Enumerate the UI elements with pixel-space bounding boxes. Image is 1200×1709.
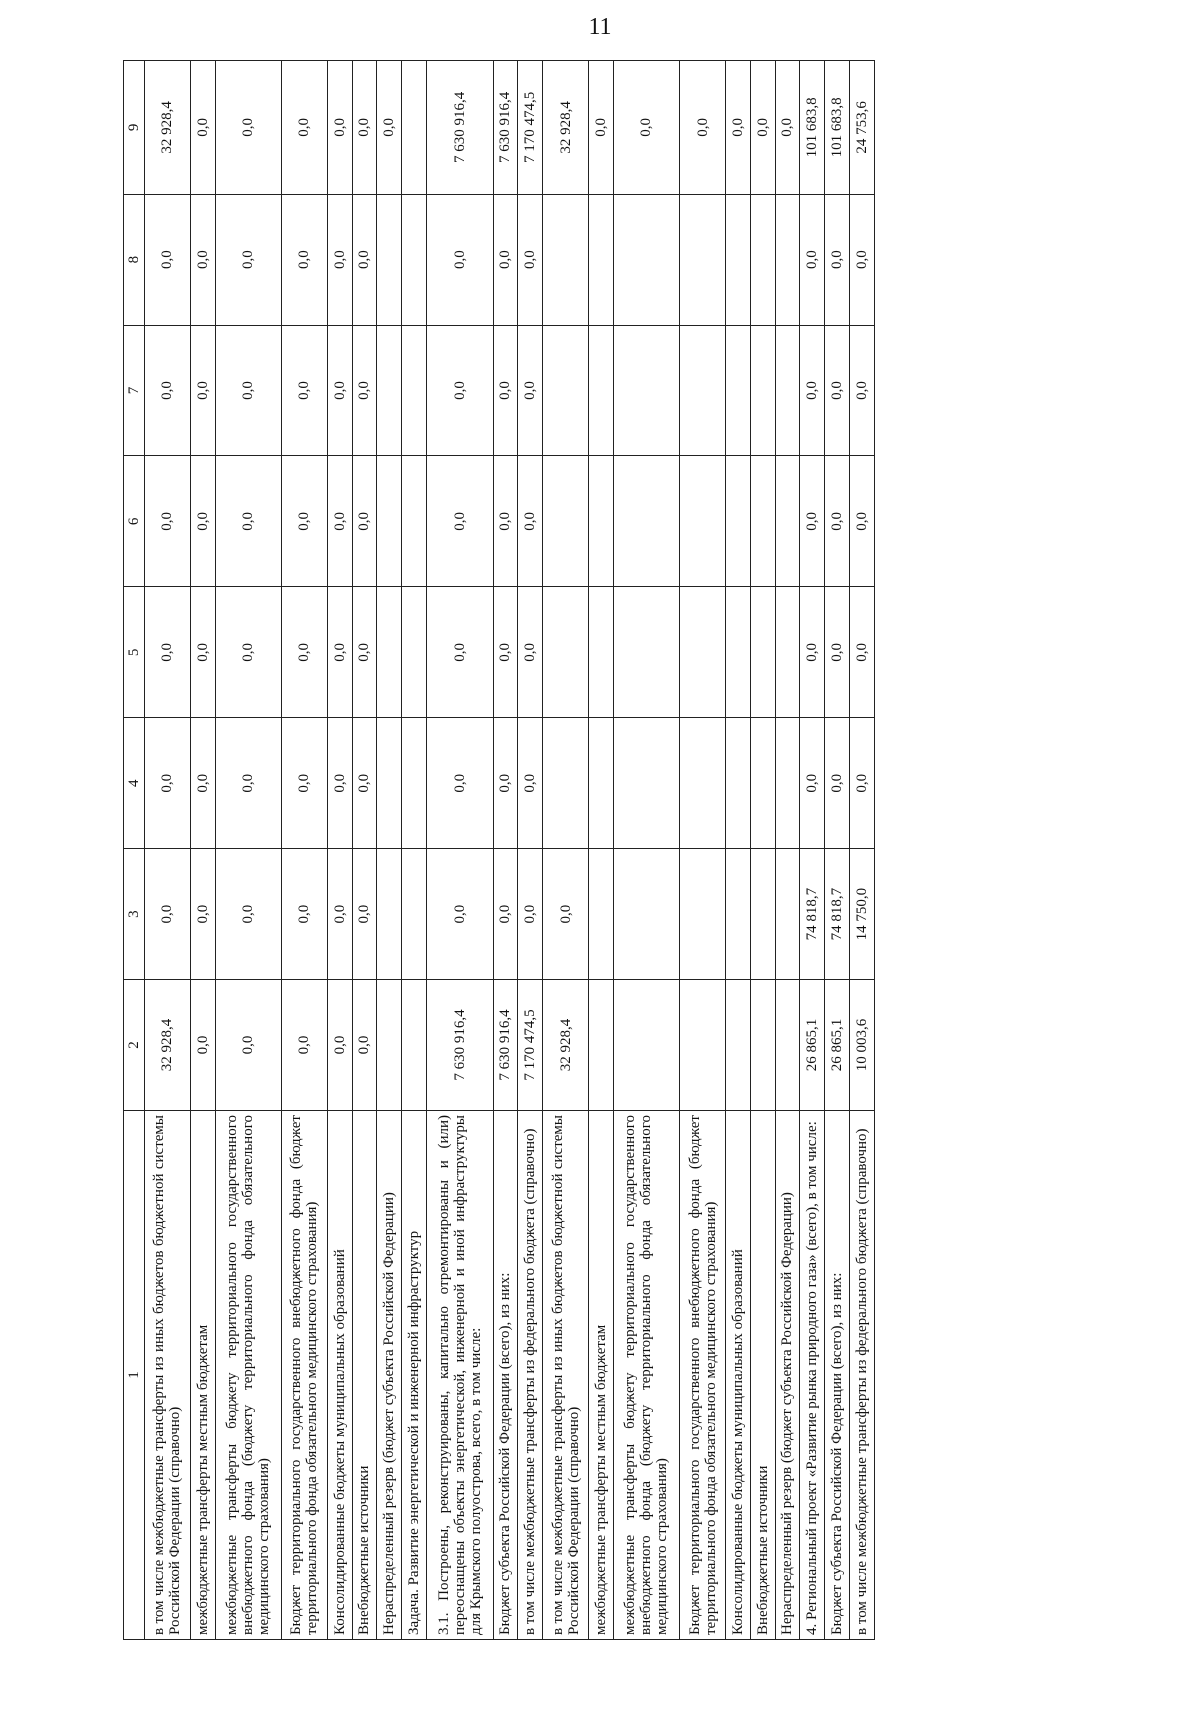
row-value-col-6: 0,0 [518, 456, 543, 587]
row-description: в том числе межбюджетные трансферты из федерального бюджета (справочно) [849, 1111, 874, 1640]
row-value-col-5 [775, 587, 800, 718]
row-value-col-6: 0,0 [849, 456, 874, 587]
table-row [352, 61, 377, 1640]
row-value-col-5: 0,0 [145, 587, 191, 718]
row-value-col-5 [402, 587, 427, 718]
row-value-col-3: 0,0 [352, 849, 377, 980]
row-description: Нераспределенный резерв (бюджет субъекта Российской Федерации) [775, 1111, 800, 1640]
row-value-col-8: 0,0 [190, 194, 215, 325]
table-row [775, 61, 800, 1640]
row-description: межбюджетные трансферты бюджету территориального государственного внебюджетного фонда (бюджету территориального фонда обязательного медицинского страхования) [215, 1111, 282, 1640]
row-value-col-8: 0,0 [282, 194, 328, 325]
row-value-col-5 [725, 587, 750, 718]
row-value-col-4: 0,0 [825, 718, 850, 849]
row-value-col-2 [377, 980, 402, 1111]
table-row [588, 61, 613, 1640]
row-value-col-9: 0,0 [725, 61, 750, 195]
row-value-col-8: 0,0 [849, 194, 874, 325]
row-value-col-3 [402, 849, 427, 980]
row-value-col-8: 0,0 [825, 194, 850, 325]
row-value-col-3 [775, 849, 800, 980]
row-value-col-2 [588, 980, 613, 1111]
row-description: Консолидированные бюджеты муниципальных образований [725, 1111, 750, 1640]
row-value-col-3 [750, 849, 775, 980]
row-value-col-9: 0,0 [613, 61, 680, 195]
row-description: межбюджетные трансферты бюджету территориального государственного внебюджетного фонда (бюджету территориального фонда обязательного медицинского страхования) [613, 1111, 680, 1640]
row-description: Бюджет территориального государственного внебюджетного фонда (бюджет территориального фонда обязательного медицинского страхования) [680, 1111, 726, 1640]
row-value-col-9: 7 630 916,4 [426, 61, 493, 195]
column-header-6: 6 [124, 456, 145, 587]
row-description: в том числе межбюджетные трансферты из иных бюджетов бюджетной системы Российской Федерации (справочно) [145, 1111, 191, 1640]
row-value-col-5 [543, 587, 589, 718]
row-value-col-4 [543, 718, 589, 849]
table-wrapper [123, 60, 1200, 1635]
row-value-col-4: 0,0 [215, 718, 282, 849]
row-value-col-4: 0,0 [352, 718, 377, 849]
row-value-col-9: 0,0 [215, 61, 282, 195]
row-value-col-8: 0,0 [493, 194, 518, 325]
row-value-col-3: 0,0 [190, 849, 215, 980]
page-number: 11 [588, 14, 612, 40]
row-value-col-9: 0,0 [775, 61, 800, 195]
row-value-col-9 [402, 61, 427, 195]
row-value-col-5: 0,0 [352, 587, 377, 718]
row-value-col-2: 10 003,6 [849, 980, 874, 1111]
row-value-col-2: 26 865,1 [800, 980, 825, 1111]
row-value-col-3: 0,0 [327, 849, 352, 980]
row-value-col-6: 0,0 [327, 456, 352, 587]
row-value-col-3: 0,0 [145, 849, 191, 980]
row-value-col-2 [725, 980, 750, 1111]
row-value-col-8: 0,0 [518, 194, 543, 325]
row-value-col-2: 0,0 [215, 980, 282, 1111]
row-value-col-6: 0,0 [426, 456, 493, 587]
header-row [124, 61, 145, 1640]
row-description: межбюджетные трансферты местным бюджетам [588, 1111, 613, 1640]
row-value-col-5: 0,0 [825, 587, 850, 718]
row-value-col-5: 0,0 [282, 587, 328, 718]
table-row [613, 61, 680, 1640]
row-value-col-5: 0,0 [327, 587, 352, 718]
row-value-col-2 [402, 980, 427, 1111]
row-value-col-3: 0,0 [215, 849, 282, 980]
table-row [190, 61, 215, 1640]
row-description: Бюджет субъекта Российской Федерации (всего), из них: [825, 1111, 850, 1640]
row-description: 4. Региональный проект «Развитие рынка природного газа» (всего), в том числе: [800, 1111, 825, 1640]
row-value-col-2: 26 865,1 [825, 980, 850, 1111]
row-value-col-7: 0,0 [327, 325, 352, 456]
row-value-col-6: 0,0 [215, 456, 282, 587]
table-row [849, 61, 874, 1640]
row-value-col-8: 0,0 [352, 194, 377, 325]
row-value-col-8 [402, 194, 427, 325]
row-value-col-4 [613, 718, 680, 849]
row-value-col-7 [680, 325, 726, 456]
row-value-col-7: 0,0 [849, 325, 874, 456]
row-value-col-4 [775, 718, 800, 849]
table-row [725, 61, 750, 1640]
row-value-col-3 [680, 849, 726, 980]
column-header-4: 4 [124, 718, 145, 849]
row-value-col-3: 0,0 [282, 849, 328, 980]
row-value-col-7 [588, 325, 613, 456]
row-value-col-6 [725, 456, 750, 587]
row-value-col-7: 0,0 [518, 325, 543, 456]
table-rotator [123, 60, 875, 1640]
column-header-3: 3 [124, 849, 145, 980]
row-value-col-4: 0,0 [282, 718, 328, 849]
row-value-col-6 [402, 456, 427, 587]
row-value-col-4: 0,0 [518, 718, 543, 849]
row-value-col-6 [588, 456, 613, 587]
row-value-col-6 [680, 456, 726, 587]
row-value-col-8 [725, 194, 750, 325]
row-value-col-4 [750, 718, 775, 849]
row-value-col-9: 0,0 [282, 61, 328, 195]
row-value-col-8 [750, 194, 775, 325]
row-value-col-9: 0,0 [588, 61, 613, 195]
table-row [825, 61, 850, 1640]
row-value-col-7 [775, 325, 800, 456]
row-value-col-2: 0,0 [327, 980, 352, 1111]
row-value-col-5: 0,0 [493, 587, 518, 718]
table-row [493, 61, 518, 1640]
row-value-col-3: 0,0 [493, 849, 518, 980]
row-value-col-4 [680, 718, 726, 849]
table-row [543, 61, 589, 1640]
row-value-col-4 [402, 718, 427, 849]
row-value-col-2: 32 928,4 [145, 980, 191, 1111]
row-value-col-5: 0,0 [518, 587, 543, 718]
row-value-col-2: 7 630 916,4 [426, 980, 493, 1111]
row-value-col-4: 0,0 [849, 718, 874, 849]
table-row [800, 61, 825, 1640]
row-value-col-3 [613, 849, 680, 980]
row-value-col-9: 7 630 916,4 [493, 61, 518, 195]
row-value-col-6 [613, 456, 680, 587]
row-value-col-7 [750, 325, 775, 456]
table-row [327, 61, 352, 1640]
row-description: Задача. Развитие энергетической и инженерной инфраструктур [402, 1111, 427, 1640]
table-row [402, 61, 427, 1640]
row-value-col-8 [613, 194, 680, 325]
row-value-col-2 [680, 980, 726, 1111]
row-value-col-6 [775, 456, 800, 587]
row-value-col-8 [775, 194, 800, 325]
row-value-col-9: 0,0 [327, 61, 352, 195]
row-value-col-7: 0,0 [190, 325, 215, 456]
table-row [518, 61, 543, 1640]
row-value-col-5 [588, 587, 613, 718]
row-value-col-5 [613, 587, 680, 718]
column-header-7: 7 [124, 325, 145, 456]
row-description: Внебюджетные источники [750, 1111, 775, 1640]
row-description: Внебюджетные источники [352, 1111, 377, 1640]
row-value-col-6: 0,0 [282, 456, 328, 587]
row-value-col-7: 0,0 [800, 325, 825, 456]
table-row [215, 61, 282, 1640]
row-value-col-6 [543, 456, 589, 587]
table-row [145, 61, 191, 1640]
row-value-col-7: 0,0 [825, 325, 850, 456]
row-value-col-7: 0,0 [145, 325, 191, 456]
row-value-col-9: 32 928,4 [145, 61, 191, 195]
row-value-col-7: 0,0 [352, 325, 377, 456]
row-value-col-4: 0,0 [145, 718, 191, 849]
table-row [680, 61, 726, 1640]
row-value-col-2: 32 928,4 [543, 980, 589, 1111]
row-value-col-9: 0,0 [190, 61, 215, 195]
row-value-col-9: 101 683,8 [825, 61, 850, 195]
row-value-col-8: 0,0 [327, 194, 352, 325]
row-value-col-8 [543, 194, 589, 325]
table-body [145, 61, 875, 1640]
row-value-col-9: 101 683,8 [800, 61, 825, 195]
row-value-col-5 [750, 587, 775, 718]
row-value-col-8: 0,0 [145, 194, 191, 325]
row-value-col-7: 0,0 [426, 325, 493, 456]
row-description: межбюджетные трансферты местным бюджетам [190, 1111, 215, 1640]
row-description: Бюджет территориального государственного внебюджетного фонда (бюджет территориального фонда обязательного медицинского страхования) [282, 1111, 328, 1640]
row-value-col-7 [613, 325, 680, 456]
row-description: в том числе межбюджетные трансферты из иных бюджетов бюджетной системы Российской Федерации (справочно) [543, 1111, 589, 1640]
table-row [426, 61, 493, 1640]
row-value-col-8: 0,0 [800, 194, 825, 325]
row-value-col-6: 0,0 [145, 456, 191, 587]
row-value-col-8 [588, 194, 613, 325]
row-value-col-2: 0,0 [352, 980, 377, 1111]
row-value-col-6 [377, 456, 402, 587]
row-value-col-9: 0,0 [377, 61, 402, 195]
table-row [750, 61, 775, 1640]
row-value-col-2: 0,0 [190, 980, 215, 1111]
row-value-col-4: 0,0 [190, 718, 215, 849]
row-description: Бюджет субъекта Российской Федерации (всего), из них: [493, 1111, 518, 1640]
column-header-2: 2 [124, 980, 145, 1111]
row-value-col-9: 32 928,4 [543, 61, 589, 195]
row-value-col-9: 7 170 474,5 [518, 61, 543, 195]
row-value-col-8: 0,0 [426, 194, 493, 325]
row-value-col-5: 0,0 [190, 587, 215, 718]
row-value-col-4: 0,0 [800, 718, 825, 849]
row-value-col-5: 0,0 [215, 587, 282, 718]
column-header-9: 9 [124, 61, 145, 195]
row-value-col-7 [402, 325, 427, 456]
row-value-col-7: 0,0 [282, 325, 328, 456]
column-header-5: 5 [124, 587, 145, 718]
funding-table [123, 60, 875, 1640]
row-value-col-6: 0,0 [800, 456, 825, 587]
row-value-col-2: 0,0 [282, 980, 328, 1111]
row-value-col-9: 0,0 [352, 61, 377, 195]
row-value-col-5: 0,0 [426, 587, 493, 718]
row-value-col-2: 7 630 916,4 [493, 980, 518, 1111]
row-value-col-3 [377, 849, 402, 980]
row-value-col-2 [775, 980, 800, 1111]
row-value-col-8 [680, 194, 726, 325]
row-value-col-6: 0,0 [190, 456, 215, 587]
column-header-8: 8 [124, 194, 145, 325]
row-value-col-4 [377, 718, 402, 849]
row-value-col-4 [588, 718, 613, 849]
row-description: в том числе межбюджетные трансферты из федерального бюджета (справочно) [518, 1111, 543, 1640]
row-description: Консолидированные бюджеты муниципальных образований [327, 1111, 352, 1640]
row-value-col-7 [543, 325, 589, 456]
row-value-col-6 [750, 456, 775, 587]
row-value-col-3: 0,0 [426, 849, 493, 980]
row-value-col-6: 0,0 [825, 456, 850, 587]
column-header-1: 1 [124, 1111, 145, 1640]
row-value-col-9: 0,0 [750, 61, 775, 195]
row-value-col-9: 0,0 [680, 61, 726, 195]
row-value-col-5 [680, 587, 726, 718]
row-value-col-7: 0,0 [493, 325, 518, 456]
row-value-col-6: 0,0 [352, 456, 377, 587]
row-value-col-3 [588, 849, 613, 980]
row-value-col-3: 0,0 [518, 849, 543, 980]
row-value-col-3: 0,0 [543, 849, 589, 980]
row-description: 3.1. Построены, реконструированы, капитально отремонтированы и (или) переоснащены объекты энергетической, инженерной и иной инфраструктуры для Крымского полуострова, всего, в том числе: [426, 1111, 493, 1640]
row-value-col-7: 0,0 [215, 325, 282, 456]
row-value-col-2: 7 170 474,5 [518, 980, 543, 1111]
row-value-col-7 [377, 325, 402, 456]
row-value-col-2 [613, 980, 680, 1111]
row-value-col-4: 0,0 [327, 718, 352, 849]
row-value-col-4: 0,0 [493, 718, 518, 849]
row-value-col-2 [750, 980, 775, 1111]
row-value-col-6: 0,0 [493, 456, 518, 587]
row-value-col-8: 0,0 [215, 194, 282, 325]
row-value-col-8 [377, 194, 402, 325]
row-value-col-3: 74 818,7 [825, 849, 850, 980]
row-value-col-4 [725, 718, 750, 849]
row-value-col-5: 0,0 [800, 587, 825, 718]
row-value-col-3 [725, 849, 750, 980]
row-description: Нераспределенный резерв (бюджет субъекта Российской Федерации) [377, 1111, 402, 1640]
row-value-col-7 [725, 325, 750, 456]
table-row [377, 61, 402, 1640]
row-value-col-9: 24 753,6 [849, 61, 874, 195]
row-value-col-4: 0,0 [426, 718, 493, 849]
row-value-col-5: 0,0 [849, 587, 874, 718]
row-value-col-3: 14 750,0 [849, 849, 874, 980]
row-value-col-5 [377, 587, 402, 718]
table-row [282, 61, 328, 1640]
row-value-col-3: 74 818,7 [800, 849, 825, 980]
